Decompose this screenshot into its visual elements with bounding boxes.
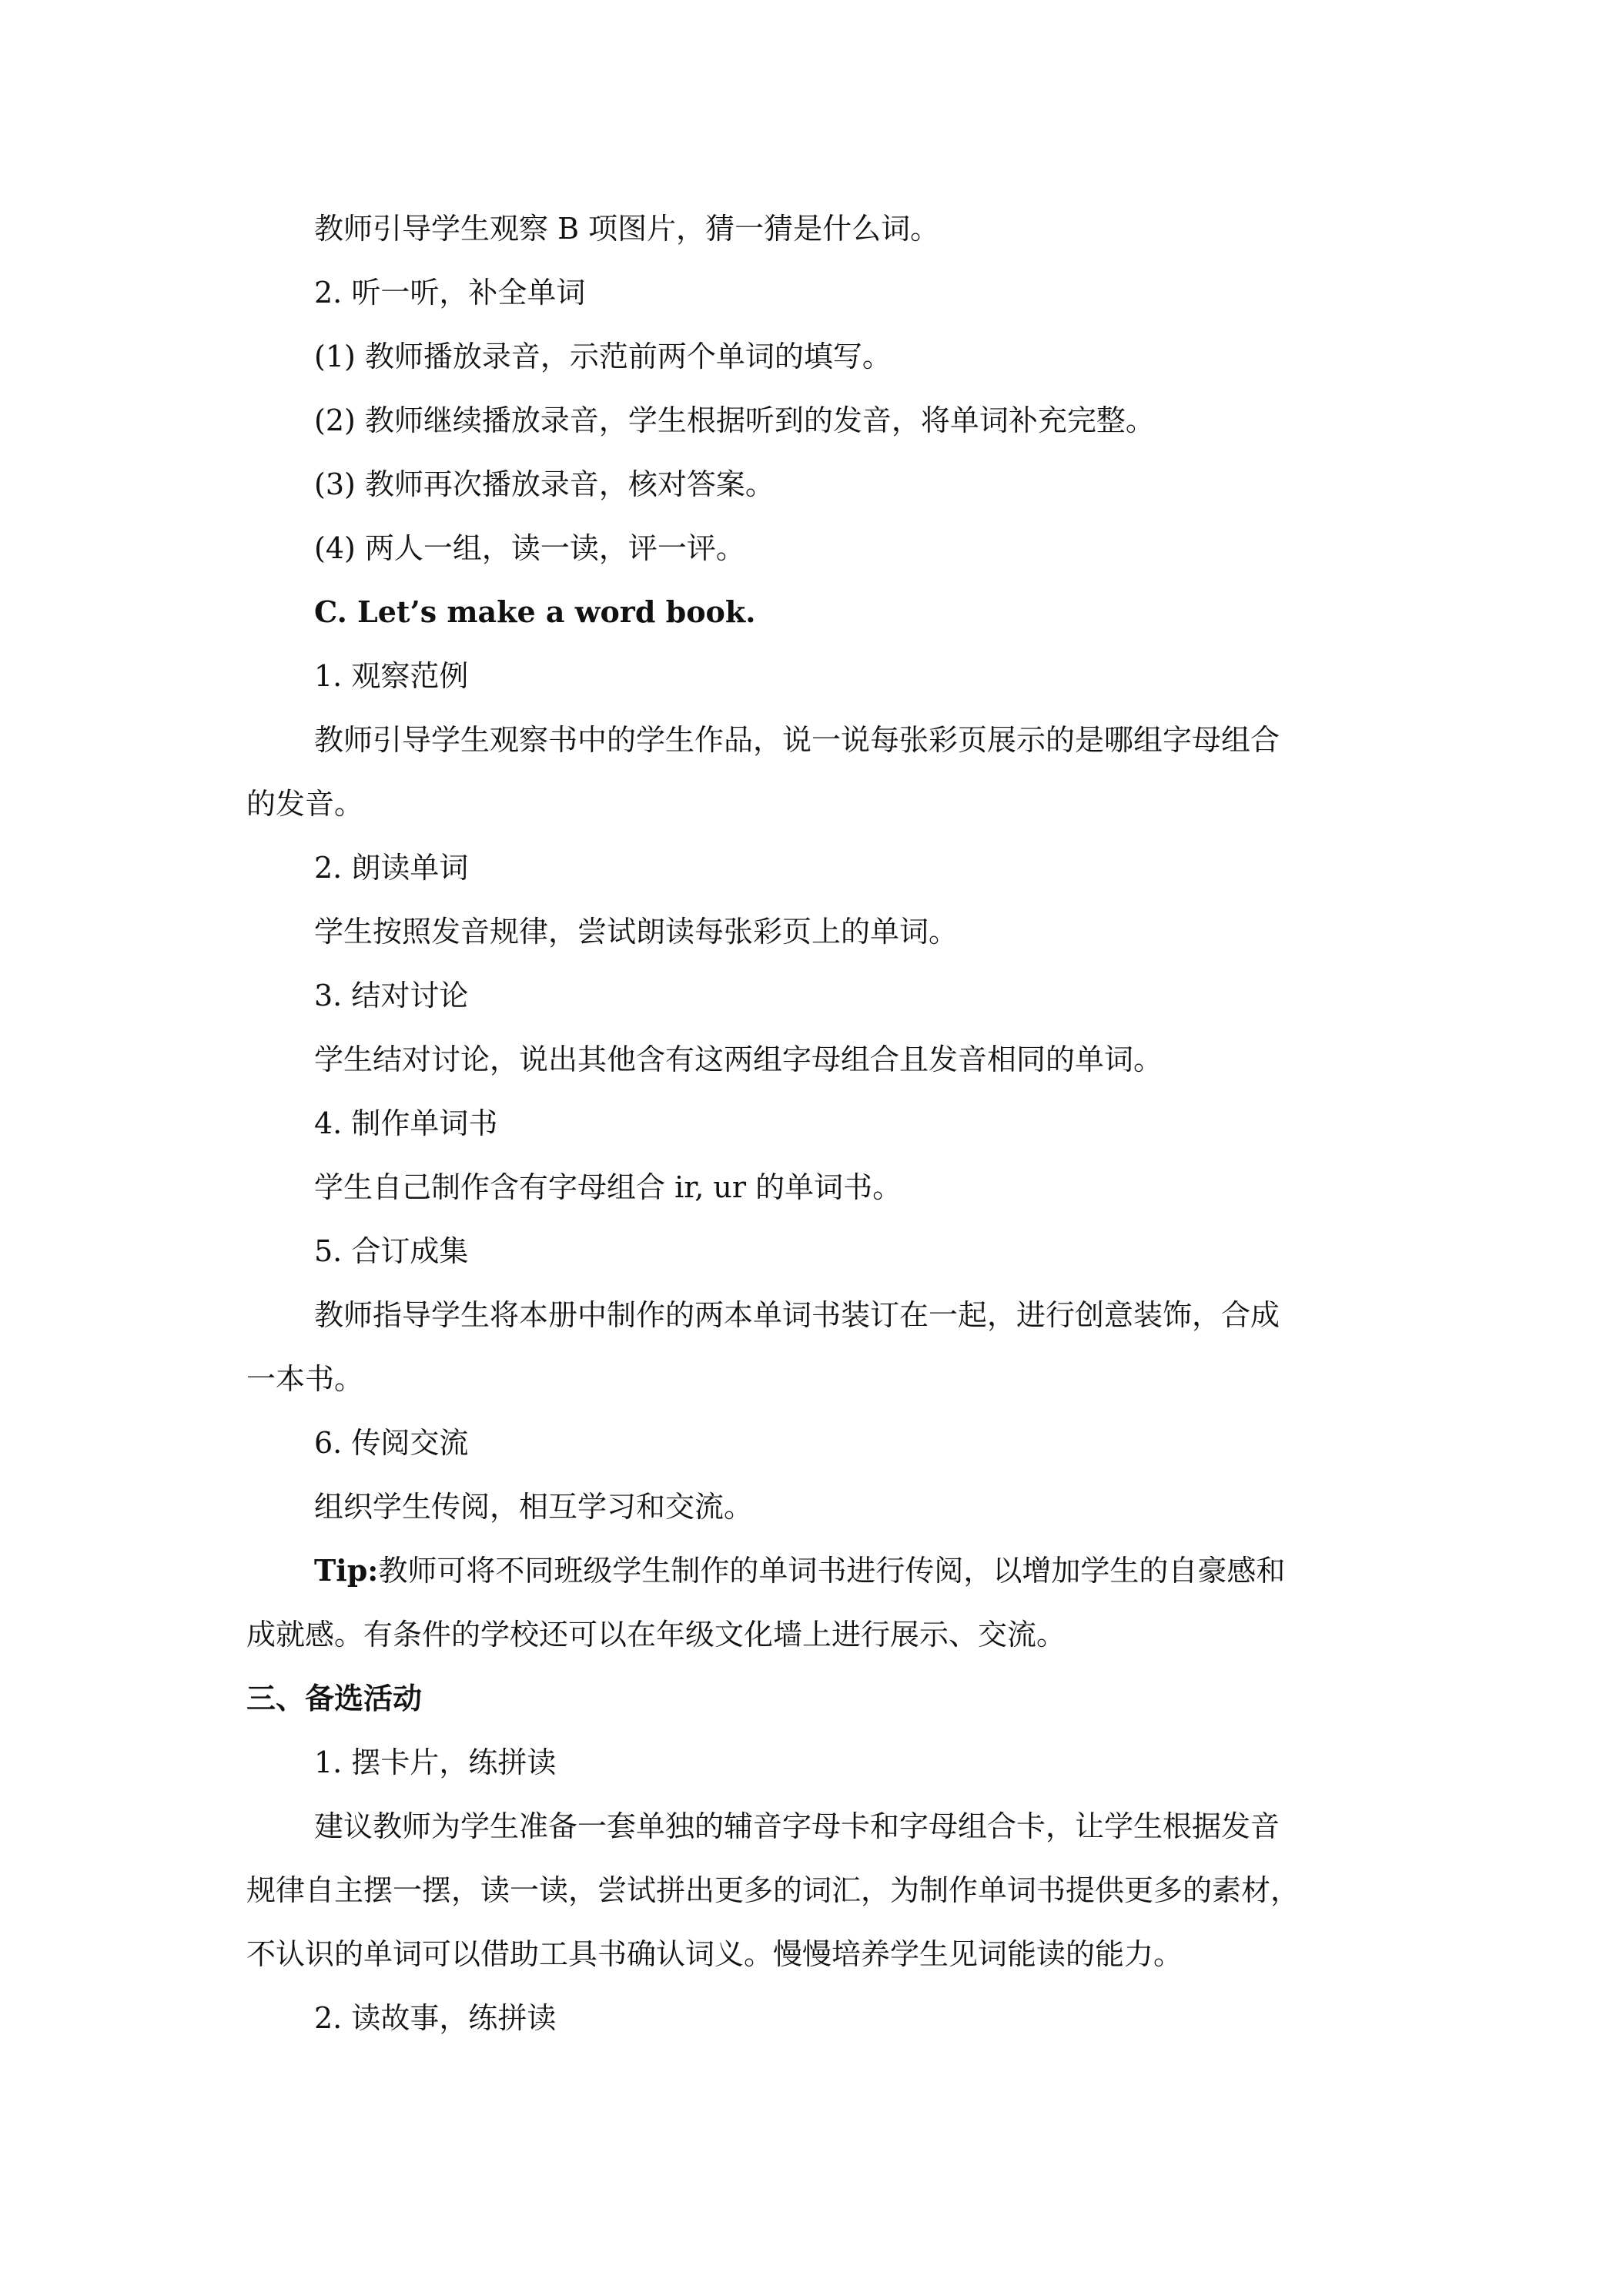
tip-text: 教师可将不同班级学生制作的单词书进行传阅，以增加学生的自豪感和 (378, 1554, 1286, 1588)
tip-label: Tip: (314, 1553, 379, 1588)
sub-step: (4) 两人一组，读一读，评一评。 (314, 531, 745, 565)
paragraph-line: 建议教师为学生准备一套单独的辅音字母卡和字母组合卡，让学生根据发音 (314, 1809, 1280, 1843)
paragraph-line: 组织学生传阅，相互学习和交流。 (314, 1490, 754, 1524)
paragraph-line: 学生结对讨论，说出其他含有这两组字母组合且发音相同的单词。 (314, 1043, 1163, 1076)
sub-step: (3) 教师再次播放录音，核对答案。 (314, 467, 775, 501)
sub-step: (1) 教师播放录音，示范前两个单词的填写。 (314, 340, 892, 373)
section-heading-c: C. Let’s make a word book. (314, 594, 756, 629)
section-heading-3: 三、备选活动 (246, 1681, 423, 1715)
step-heading: 4. 制作单词书 (314, 1106, 498, 1140)
paragraph-line: 教师指导学生将本册中制作的两本单词书装订在一起，进行创意装饰，合成 (314, 1298, 1280, 1332)
paragraph-line: 成就感。有条件的学校还可以在年级文化墙上进行展示、交流。 (246, 1618, 1066, 1652)
tip-line (314, 1551, 1285, 1590)
step-heading: 3. 结对讨论 (314, 979, 469, 1012)
step-heading: 6. 传阅交流 (314, 1426, 469, 1460)
paragraph-line: 不认识的单词可以借助工具书确认词义。慢慢培养学生见词能读的能力。 (246, 1937, 1183, 1971)
paragraph-line: 学生按照发音规律，尝试朗读每张彩页上的单词。 (314, 915, 959, 949)
paragraph-line: 教师引导学生观察书中的学生作品，说一说每张彩页展示的是哪组字母组合 (314, 723, 1280, 757)
step-heading: 1. 观察范例 (314, 659, 469, 693)
step-heading: 2. 听一听，补全单词 (314, 276, 586, 310)
paragraph-line: 规律自主摆一摆，读一读，尝试拼出更多的词汇，为制作单词书提供更多的素材， (246, 1873, 1300, 1907)
step-heading: 2. 朗读单词 (314, 851, 469, 885)
step-heading: 5. 合订成集 (314, 1234, 469, 1268)
paragraph-line: 学生自己制作含有字母组合 ir, ur 的单词书。 (314, 1170, 902, 1204)
paragraph-line: 教师引导学生观察 B 项图片，猜一猜是什么词。 (314, 212, 940, 246)
paragraph-line: 的发音。 (246, 787, 364, 821)
step-heading: 1. 摆卡片，练拼读 (314, 1745, 557, 1779)
paragraph-line: 一本书。 (246, 1362, 364, 1396)
step-heading: 2. 读故事，练拼读 (314, 2001, 557, 2035)
sub-step: (2) 教师继续播放录音，学生根据听到的发音，将单词补充完整。 (314, 403, 1155, 437)
